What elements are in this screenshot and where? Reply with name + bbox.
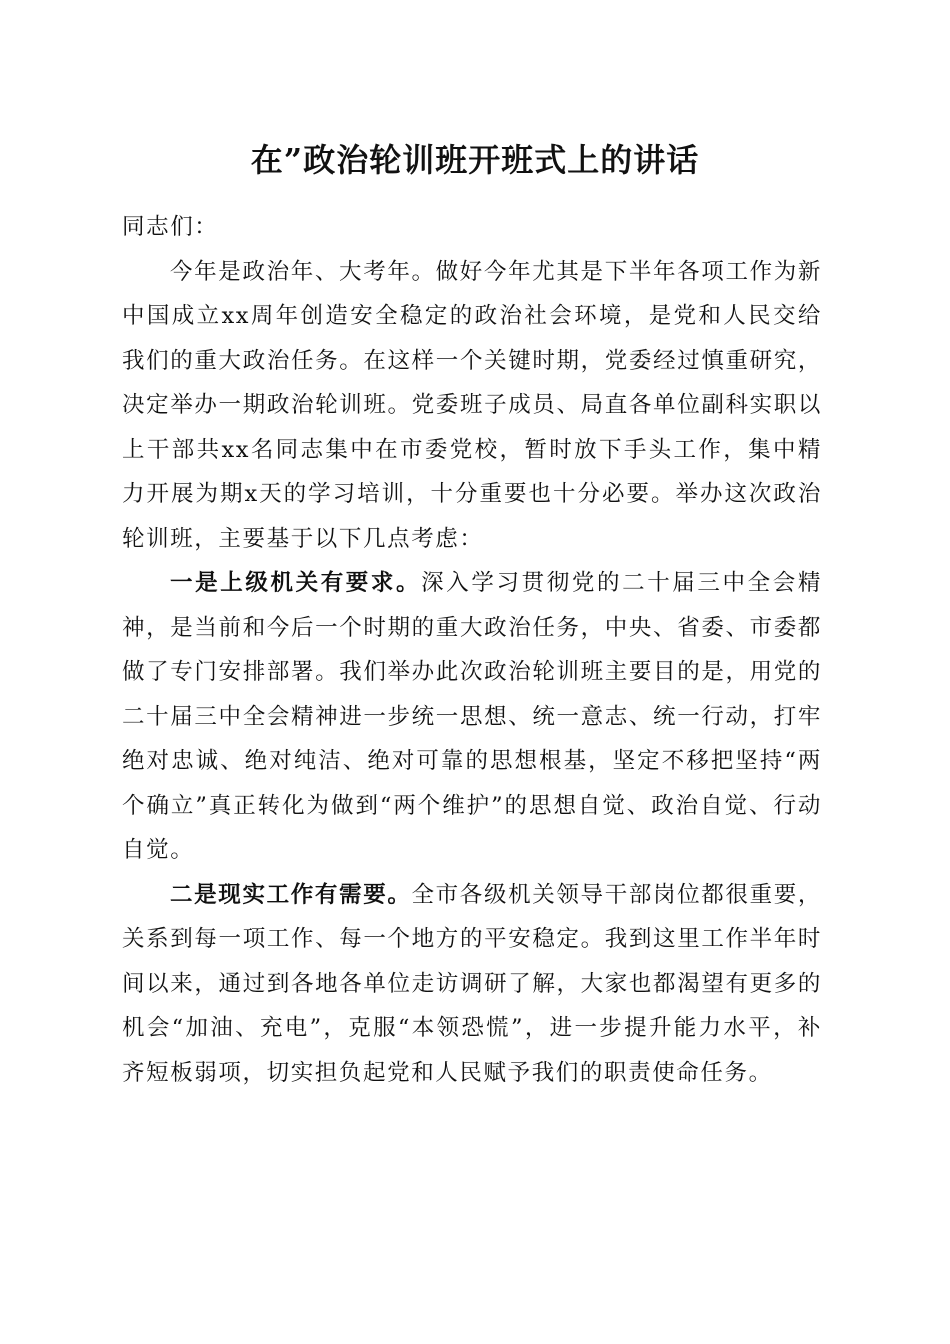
paragraph-text: 今年是政治年、大考年。做好今年尤其是下半年各项工作为新中国成立xx周年创造安全稳定的政治社会环境，是党和人民交给我们的重大政治任务。在这样一个关键时期，党委经过慎重研究，决定举办一期政治轮训班。党委班子成员、局直各单位副科实职以上干部共xx名同志集中在市委党校，暂时放下手头工作，集中精力开展为期x天的学习培训，十分重要也十分必要。举办这次政治轮训班，主要基于以下几点考虑： <box>122 258 822 552</box>
salutation: 同志们： <box>122 214 219 240</box>
paragraph-text: 全市各级机关领导干部岗位都很重要，关系到每一项工作、每一个地方的平安稳定。我到这里工作半年时间以来，通过到各地各单位走访调研了解，大家也都渴望有更多的机会“加油、充电”，克服“本领恐慌”，进一步提升能力水平，补齐短板弱项，切实担负起党和人民赋予我们的职责使命任务。 <box>122 881 822 1086</box>
document-title: 在”政治轮训班开班式上的讲话 <box>250 141 700 179</box>
paragraph-intro <box>122 250 822 562</box>
paragraph-text: 深入学习贯彻党的二十届三中全会精神，是当前和今后一个时期的重大政治任务，中央、省委、市委都做了专门安排部署。我们举办此次政治轮训班主要目的是，用党的二十届三中全会精神进一步统一思想、统一意志、统一行动，打牢绝对忠诚、绝对纯洁、绝对可靠的思想根基，坚定不移把坚持“两个确立”真正转化为做到“两个维护”的思想自觉、政治自觉、行动自觉。 <box>122 570 822 863</box>
paragraph-lead: 二是现实工作有需要。 <box>170 881 412 908</box>
paragraph-lead: 一是上级机关有要求。 <box>170 570 422 596</box>
paragraph-point-one <box>122 561 822 873</box>
document-body <box>122 205 822 1095</box>
paragraph-point-two <box>122 873 822 1096</box>
